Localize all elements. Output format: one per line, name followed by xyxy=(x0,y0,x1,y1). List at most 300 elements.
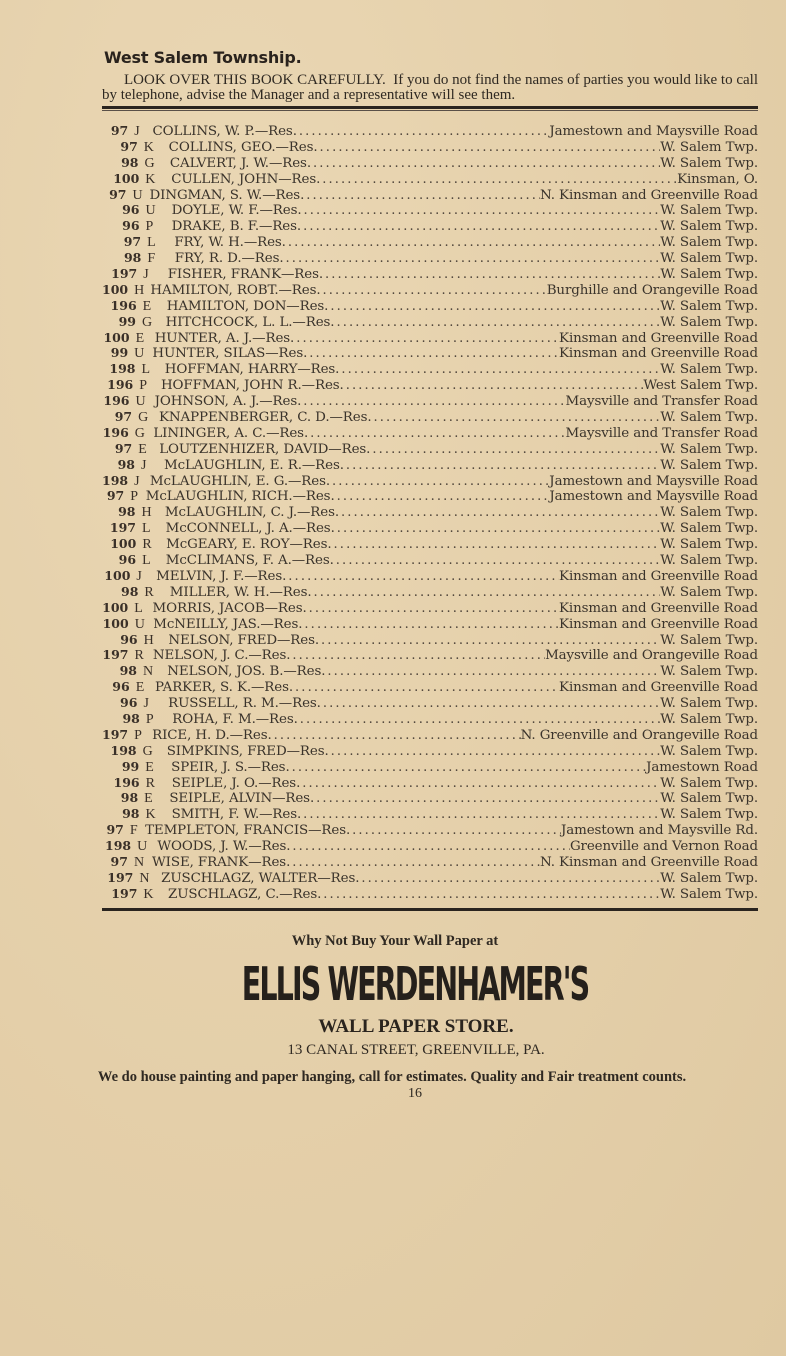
subscriber-name: MILLER, W. H.—Res. xyxy=(169,584,312,600)
directory-entry xyxy=(102,552,758,568)
ring-letter: E xyxy=(142,298,152,314)
subscriber-name: HUNTER, A. J.—Res. xyxy=(154,330,295,346)
subscriber-name: FISHER, FRANK—Res. xyxy=(167,267,324,283)
phone-number: 197 xyxy=(109,520,136,536)
directory-entry xyxy=(102,393,758,409)
directory-entry xyxy=(102,457,758,473)
phone-number: 100 xyxy=(103,329,130,345)
subscriber-name: COLLINS, W. P.—Res. xyxy=(152,124,297,139)
subscriber-name: MORRIS, JACOB—Res. xyxy=(152,600,307,616)
subscriber-location: Jamestown and Maysville Road xyxy=(549,489,759,505)
subscriber-name: SMITH, F. W.—Res. xyxy=(171,807,302,823)
directory-entry xyxy=(102,695,758,711)
leader-dots xyxy=(344,378,644,394)
directory-entry xyxy=(102,679,758,695)
leader-dots xyxy=(328,299,660,315)
ring-letter: J xyxy=(143,267,149,283)
ad-lead: Why Not Buy Your Wall Paper at xyxy=(291,932,499,949)
ring-letter: L xyxy=(141,362,151,378)
leader-dots xyxy=(290,855,540,871)
phone-number: 100 xyxy=(102,615,129,631)
leader-dots xyxy=(301,807,660,823)
leader-dots xyxy=(284,251,661,267)
directory-entry xyxy=(102,711,758,727)
leader-dots xyxy=(318,140,661,156)
directory-entry xyxy=(102,854,758,870)
phone-number: 97 xyxy=(123,234,142,250)
ring-letter: L xyxy=(134,600,143,616)
phone-number: 96 xyxy=(120,695,138,711)
phone-number: 197 xyxy=(107,869,134,885)
leader-dots xyxy=(335,489,550,505)
leader-dots xyxy=(350,823,561,839)
phone-number: 98 xyxy=(121,154,139,170)
phone-number: 196 xyxy=(113,774,140,790)
intro-paragraph xyxy=(102,73,758,103)
subscriber-name: McLAUGHLIN, E. R.—Res. xyxy=(163,457,344,473)
directory-entry xyxy=(102,727,758,743)
directory-entry xyxy=(102,266,758,282)
leader-dots xyxy=(319,633,660,649)
subscriber-name: DINGMAN, S. W.—Res. xyxy=(149,187,305,203)
directory-entry xyxy=(102,536,758,552)
leader-dots xyxy=(334,315,660,331)
directory-entry xyxy=(102,647,758,663)
subscriber-location: W. Salem Twp. xyxy=(660,743,758,759)
ring-letter: P xyxy=(145,711,154,727)
phone-number: 100 xyxy=(102,599,129,615)
phone-number: 97 xyxy=(109,186,127,202)
leader-dots xyxy=(321,696,660,712)
directory-entry xyxy=(102,330,758,346)
subscriber-location: W. Salem Twp. xyxy=(660,791,759,807)
directory-entry xyxy=(102,759,758,775)
leader-dots xyxy=(321,887,660,903)
advertisement xyxy=(102,933,758,1059)
ring-letter: J xyxy=(134,473,140,489)
subscriber-location: Kinsman and Greenville Road xyxy=(559,616,758,632)
directory-entry xyxy=(102,870,758,886)
subscriber-name: SIMPKINS, FRED—Res. xyxy=(166,743,329,759)
directory-entry xyxy=(102,504,758,520)
subscriber-name: CULLEN, JOHN—Res. xyxy=(171,171,321,187)
ring-letter: R xyxy=(144,584,154,600)
phone-number: 96 xyxy=(122,218,140,234)
subscriber-name: NELSON, J. C.—Res. xyxy=(152,648,291,664)
leader-dots xyxy=(325,664,660,680)
leader-dots xyxy=(329,744,661,760)
subscriber-location: W. Salem Twp. xyxy=(660,870,758,886)
leader-dots xyxy=(339,505,660,521)
subscriber-name: DOYLE, W. F.—Res. xyxy=(171,203,302,219)
subscriber-location: Kinsman and Greenville Road xyxy=(559,568,758,584)
subscriber-location: W. Salem Twp. xyxy=(660,505,758,521)
ring-letter: U xyxy=(132,187,143,203)
phone-number: 197 xyxy=(111,885,138,901)
directory-entry xyxy=(102,473,758,489)
subscriber-name: LININGER, A. C.—Res. xyxy=(153,425,309,441)
subscriber-location: N. Kinsman and Greenville Road xyxy=(539,854,758,870)
phone-number: 98 xyxy=(118,504,136,520)
subscriber-location: Kinsman and Greenville Road xyxy=(559,680,758,696)
directory-entry xyxy=(102,838,758,854)
subscriber-name: RUSSELL, R. M.—Res. xyxy=(168,696,321,712)
subscriber-location: W. Salem Twp. xyxy=(660,362,758,378)
phone-number: 98 xyxy=(117,456,135,472)
ring-letter: E xyxy=(144,791,153,807)
ring-letter: K xyxy=(145,807,156,823)
ring-letter: G xyxy=(144,155,155,171)
leader-dots xyxy=(301,219,660,235)
leader-dots xyxy=(339,362,660,378)
subscriber-location: W. Salem Twp. xyxy=(660,314,758,330)
ring-letter: E xyxy=(135,680,145,696)
leader-dots xyxy=(370,442,660,458)
subscriber-location: Jamestown Road xyxy=(646,759,758,775)
directory-entry xyxy=(102,171,758,187)
subscriber-location: W. Salem Twp. xyxy=(660,696,758,712)
subscriber-name: SEIPLE, J. O.—Res. xyxy=(171,775,301,791)
phone-number: 100 xyxy=(113,170,140,186)
subscriber-location: West Salem Twp. xyxy=(643,378,758,394)
directory-entry xyxy=(102,488,758,504)
subscriber-name: TEMPLETON, FRANCIS—Res. xyxy=(145,823,351,839)
leader-dots xyxy=(323,267,660,283)
subscriber-location: Maysville and Orangeville Road xyxy=(545,648,758,664)
phone-number: 198 xyxy=(110,742,137,758)
phone-number: 96 xyxy=(112,679,130,695)
leader-dots xyxy=(372,410,661,426)
directory-entry xyxy=(102,218,758,234)
ring-letter: U xyxy=(145,203,156,219)
subscriber-name: McCONNELL, J. A.—Res. xyxy=(165,521,335,537)
ring-letter: L xyxy=(147,235,156,251)
ring-letter: H xyxy=(141,505,152,521)
directory-entry xyxy=(102,568,758,584)
leader-dots xyxy=(293,680,559,696)
ad-store-name: WALL PAPER STORE. xyxy=(318,1015,514,1037)
phone-number: 196 xyxy=(102,424,129,440)
phone-number: 96 xyxy=(118,552,137,568)
page-number: 16 xyxy=(408,1085,422,1101)
directory-entry xyxy=(102,790,758,806)
leader-dots xyxy=(335,521,661,537)
subscriber-name: PARKER, S. K.—Res. xyxy=(154,680,294,696)
ring-letter: P xyxy=(139,378,148,394)
leader-dots xyxy=(321,283,547,299)
subscriber-name: HUNTER, SILAS—Res. xyxy=(152,346,308,362)
subscriber-location: W. Salem Twp. xyxy=(660,775,758,791)
subscriber-name: SPEIR, J. S.—Res. xyxy=(171,759,290,775)
directory-entry xyxy=(102,202,758,218)
leader-dots xyxy=(320,172,677,188)
phone-number: 97 xyxy=(106,822,124,838)
subscriber-name: MELVIN, J. F.—Res. xyxy=(156,568,287,584)
phone-number: 198 xyxy=(105,838,132,854)
intro-text: If you do not find the names of parties you would like to call by telephone, advise the Manager and a representative will see them. xyxy=(102,72,758,103)
subscriber-location: Maysville and Transfer Road xyxy=(565,425,758,441)
phone-number: 196 xyxy=(107,377,134,393)
phone-number: 97 xyxy=(114,409,133,425)
leader-dots xyxy=(308,426,565,442)
subscriber-location: W. Salem Twp. xyxy=(660,632,758,648)
phone-number: 196 xyxy=(110,297,137,313)
subscriber-name: KNAPPENBERGER, C. D.—Res. xyxy=(159,410,372,426)
ring-letter: U xyxy=(135,394,146,410)
ring-letter: G xyxy=(134,425,145,441)
subscriber-location: Maysville and Transfer Road xyxy=(565,394,758,410)
subscriber-name: McCLIMANS, F. A.—Res. xyxy=(165,553,334,569)
subscriber-name: WOODS, J. W.—Res. xyxy=(157,839,291,855)
leader-dots xyxy=(330,474,549,490)
directory-entry xyxy=(102,806,758,822)
phone-number: 100 xyxy=(102,281,129,297)
directory-entry xyxy=(102,520,758,536)
phone-number: 98 xyxy=(122,710,140,726)
phone-number: 99 xyxy=(118,313,136,329)
subscriber-name: HOFFMAN, HARRY—Res. xyxy=(164,362,340,378)
subscriber-location: Jamestown and Maysville Road xyxy=(549,124,759,139)
subscriber-location: W. Salem Twp. xyxy=(660,219,758,235)
subscriber-name: McNEILLY, JAS.—Res. xyxy=(153,616,303,632)
directory-entry xyxy=(102,886,758,902)
subscriber-location: W. Salem Twp. xyxy=(660,886,758,902)
subscriber-name: HOFFMAN, JOHN R.—Res. xyxy=(160,378,344,394)
leader-dots xyxy=(301,394,565,410)
subscriber-name: WISE, FRANK—Res. xyxy=(152,854,291,870)
leader-dots xyxy=(314,791,660,807)
leader-dots xyxy=(307,601,559,617)
subscriber-name: McLAUGHLIN, E. G.—Res. xyxy=(149,473,330,489)
ring-letter: E xyxy=(138,441,147,457)
subscriber-name: NELSON, JOS. B.—Res. xyxy=(167,664,326,680)
ring-letter: N xyxy=(133,854,145,870)
ring-letter: U xyxy=(134,616,145,632)
leader-dots xyxy=(297,124,549,140)
phone-number: 96 xyxy=(122,202,140,218)
subscriber-location: Burghille and Orangeville Road xyxy=(546,282,758,298)
ring-letter: R xyxy=(145,775,155,791)
leader-dots xyxy=(307,346,559,362)
subscriber-name: HITCHCOCK, L. L.—Res. xyxy=(165,314,335,330)
ring-letter: J xyxy=(136,568,142,584)
phone-number: 100 xyxy=(104,567,131,583)
ring-letter: F xyxy=(147,251,156,267)
subscriber-name: RICE, H. D.—Res. xyxy=(152,727,272,743)
subscriber-name: McLAUGHLIN, RICH.—Res. xyxy=(145,489,335,505)
phone-number: 196 xyxy=(103,393,130,409)
subscriber-name: McLAUGHLIN, C. J.—Res. xyxy=(164,505,340,521)
subscriber-location: Kinsman and Greenville Road xyxy=(559,600,758,616)
subscriber-location: W. Salem Twp. xyxy=(660,410,759,426)
subscriber-name: ZUSCHLAGZ, WALTER—Res. xyxy=(161,870,360,886)
leader-dots xyxy=(344,458,660,474)
ad-brand-name: ELLIS WERDENHAMER'S xyxy=(241,956,589,1011)
directory-entry xyxy=(102,187,758,203)
directory-entry xyxy=(102,743,758,759)
directory-page xyxy=(97,48,759,1102)
phone-number: 197 xyxy=(111,266,138,282)
bottom-divider xyxy=(102,908,758,911)
ring-letter: L xyxy=(141,521,151,537)
ring-letter: P xyxy=(130,489,139,505)
subscriber-location: N. Kinsman and Greenville Road xyxy=(539,187,758,203)
subscriber-name: COLLINS, GEO.—Res. xyxy=(168,139,318,155)
phone-number: 97 xyxy=(110,123,129,138)
ring-letter: U xyxy=(134,346,145,362)
ring-letter: J xyxy=(143,696,149,712)
ring-letter: J xyxy=(134,124,140,139)
leader-dots xyxy=(300,776,660,792)
directory-entry xyxy=(102,409,758,425)
phone-number: 198 xyxy=(109,361,136,377)
subscriber-name: ZUSCHLAGZ, C.—Res. xyxy=(168,886,322,902)
ring-letter: K xyxy=(143,886,154,902)
ring-letter: P xyxy=(134,727,142,743)
ring-letter: K xyxy=(145,171,156,187)
subscriber-name: ROHA, F. M.—Res. xyxy=(172,711,298,727)
ring-letter: F xyxy=(129,823,138,839)
leader-dots xyxy=(286,569,559,585)
phone-number: 97 xyxy=(110,853,128,869)
phone-number: 97 xyxy=(114,440,133,456)
ring-letter: J xyxy=(141,457,147,473)
ring-letter: E xyxy=(145,759,154,775)
top-divider-thin xyxy=(102,110,758,111)
phone-number: 99 xyxy=(110,345,129,361)
section-title: West Salem Township. xyxy=(104,48,302,67)
ring-letter: H xyxy=(143,632,154,648)
subscriber-location: W. Salem Twp. xyxy=(660,267,759,283)
subscriber-name: FRY, R. D.—Res. xyxy=(174,251,284,267)
directory-entry xyxy=(102,441,758,457)
directory-entry xyxy=(102,123,758,139)
subscriber-location: Greenville and Vernon Road xyxy=(569,839,758,855)
subscriber-name: CALVERT, J. W.—Res. xyxy=(169,155,311,171)
subscriber-location: N. Greenville and Orangeville Road xyxy=(520,727,758,743)
directory-entry xyxy=(102,425,758,441)
directory-entry xyxy=(102,377,758,393)
ring-letter: E xyxy=(135,330,145,346)
leader-dots xyxy=(286,235,660,251)
leader-dots xyxy=(294,331,559,347)
ad-address: 13 CANAL STREET, GREENVILLE, PA. xyxy=(287,1041,545,1058)
leader-dots xyxy=(312,585,661,601)
subscriber-location: W. Salem Twp. xyxy=(660,251,758,267)
leader-dots xyxy=(302,203,661,219)
directory-entry xyxy=(102,663,758,679)
phone-number: 98 xyxy=(123,250,142,266)
subscriber-location: W. Salem Twp. xyxy=(660,155,758,171)
phone-number: 99 xyxy=(121,758,140,774)
leader-dots xyxy=(311,156,660,172)
subscriber-name: LOUTZENHIZER, DAVID—Res. xyxy=(159,441,371,457)
leader-dots xyxy=(290,760,646,776)
subscriber-location: W. Salem Twp. xyxy=(660,553,758,569)
directory-entry xyxy=(102,822,758,838)
subscriber-name: HAMILTON, ROBT.—Res. xyxy=(150,282,321,298)
subscriber-name: DRAKE, B. F.—Res. xyxy=(171,219,302,235)
subscriber-name: FRY, W. H.—Res. xyxy=(174,235,286,251)
leader-dots xyxy=(290,648,545,664)
subscriber-location: W. Salem Twp. xyxy=(660,521,758,537)
subscriber-location: Kinsman, O. xyxy=(677,171,759,187)
subscriber-location: W. Salem Twp. xyxy=(660,203,758,219)
subscriber-location: W. Salem Twp. xyxy=(660,235,758,251)
ring-letter: G xyxy=(142,743,153,759)
directory-entry xyxy=(102,632,758,648)
leader-dots xyxy=(298,712,661,728)
subscriber-location: W. Salem Twp. xyxy=(660,664,759,680)
directory-entry xyxy=(102,616,758,632)
leader-dots xyxy=(272,728,521,744)
directory-entry xyxy=(102,234,758,250)
phone-number: 197 xyxy=(102,647,129,663)
subscriber-location: W. Salem Twp. xyxy=(660,537,758,553)
subscriber-location: W. Salem Twp. xyxy=(660,584,758,600)
ring-letter: R xyxy=(134,648,144,664)
phone-number: 97 xyxy=(106,488,125,504)
subscriber-location: W. Salem Twp. xyxy=(660,139,758,155)
phone-number: 98 xyxy=(122,806,140,822)
subscriber-name: SEIPLE, ALVIN—Res. xyxy=(169,791,315,807)
phone-number: 96 xyxy=(120,631,138,647)
leader-dots xyxy=(359,871,660,887)
subscriber-location: Kinsman and Greenville Road xyxy=(559,330,758,346)
directory-entry xyxy=(102,600,758,616)
ring-letter: R xyxy=(142,537,152,553)
ring-letter: L xyxy=(142,553,151,569)
leader-dots xyxy=(334,553,661,569)
ring-letter: G xyxy=(142,314,153,330)
subscriber-location: W. Salem Twp. xyxy=(660,298,758,314)
directory-entry xyxy=(102,361,758,377)
subscriber-name: NELSON, FRED—Res. xyxy=(168,632,320,648)
phone-number: 100 xyxy=(110,536,137,552)
ring-letter: N xyxy=(139,870,150,886)
directory-entry xyxy=(102,139,758,155)
phone-number: 198 xyxy=(102,472,129,488)
top-divider xyxy=(102,106,758,109)
ring-letter: K xyxy=(143,139,154,155)
ring-letter: N xyxy=(142,664,154,680)
directory-entry xyxy=(102,314,758,330)
directory-entry xyxy=(102,298,758,314)
subscriber-location: W. Salem Twp. xyxy=(660,441,758,457)
subscriber-location: Kinsman and Greenville Road xyxy=(559,346,758,362)
directory-entry xyxy=(102,250,758,266)
intro-lead: LOOK OVER THIS BOOK CAREFULLY. xyxy=(124,72,386,88)
subscriber-location: Jamestown and Maysville Road xyxy=(549,473,758,489)
ring-letter: G xyxy=(138,410,149,426)
phone-number: 197 xyxy=(102,726,129,742)
leader-dots xyxy=(304,188,540,204)
subscriber-location: W. Salem Twp. xyxy=(660,711,758,727)
ring-letter: H xyxy=(134,282,145,298)
phone-number: 98 xyxy=(120,790,139,806)
directory-entry xyxy=(102,345,758,361)
subscriber-location: W. Salem Twp. xyxy=(660,457,758,473)
directory-entry xyxy=(102,155,758,171)
leader-dots xyxy=(332,537,661,553)
directory-entry xyxy=(102,584,758,600)
subscriber-location: Jamestown and Maysville Rd. xyxy=(560,823,758,839)
phone-number: 98 xyxy=(119,663,137,679)
phone-number: 98 xyxy=(121,583,139,599)
phone-number: 97 xyxy=(120,138,138,154)
leader-dots xyxy=(290,839,570,855)
leader-dots xyxy=(302,617,559,633)
